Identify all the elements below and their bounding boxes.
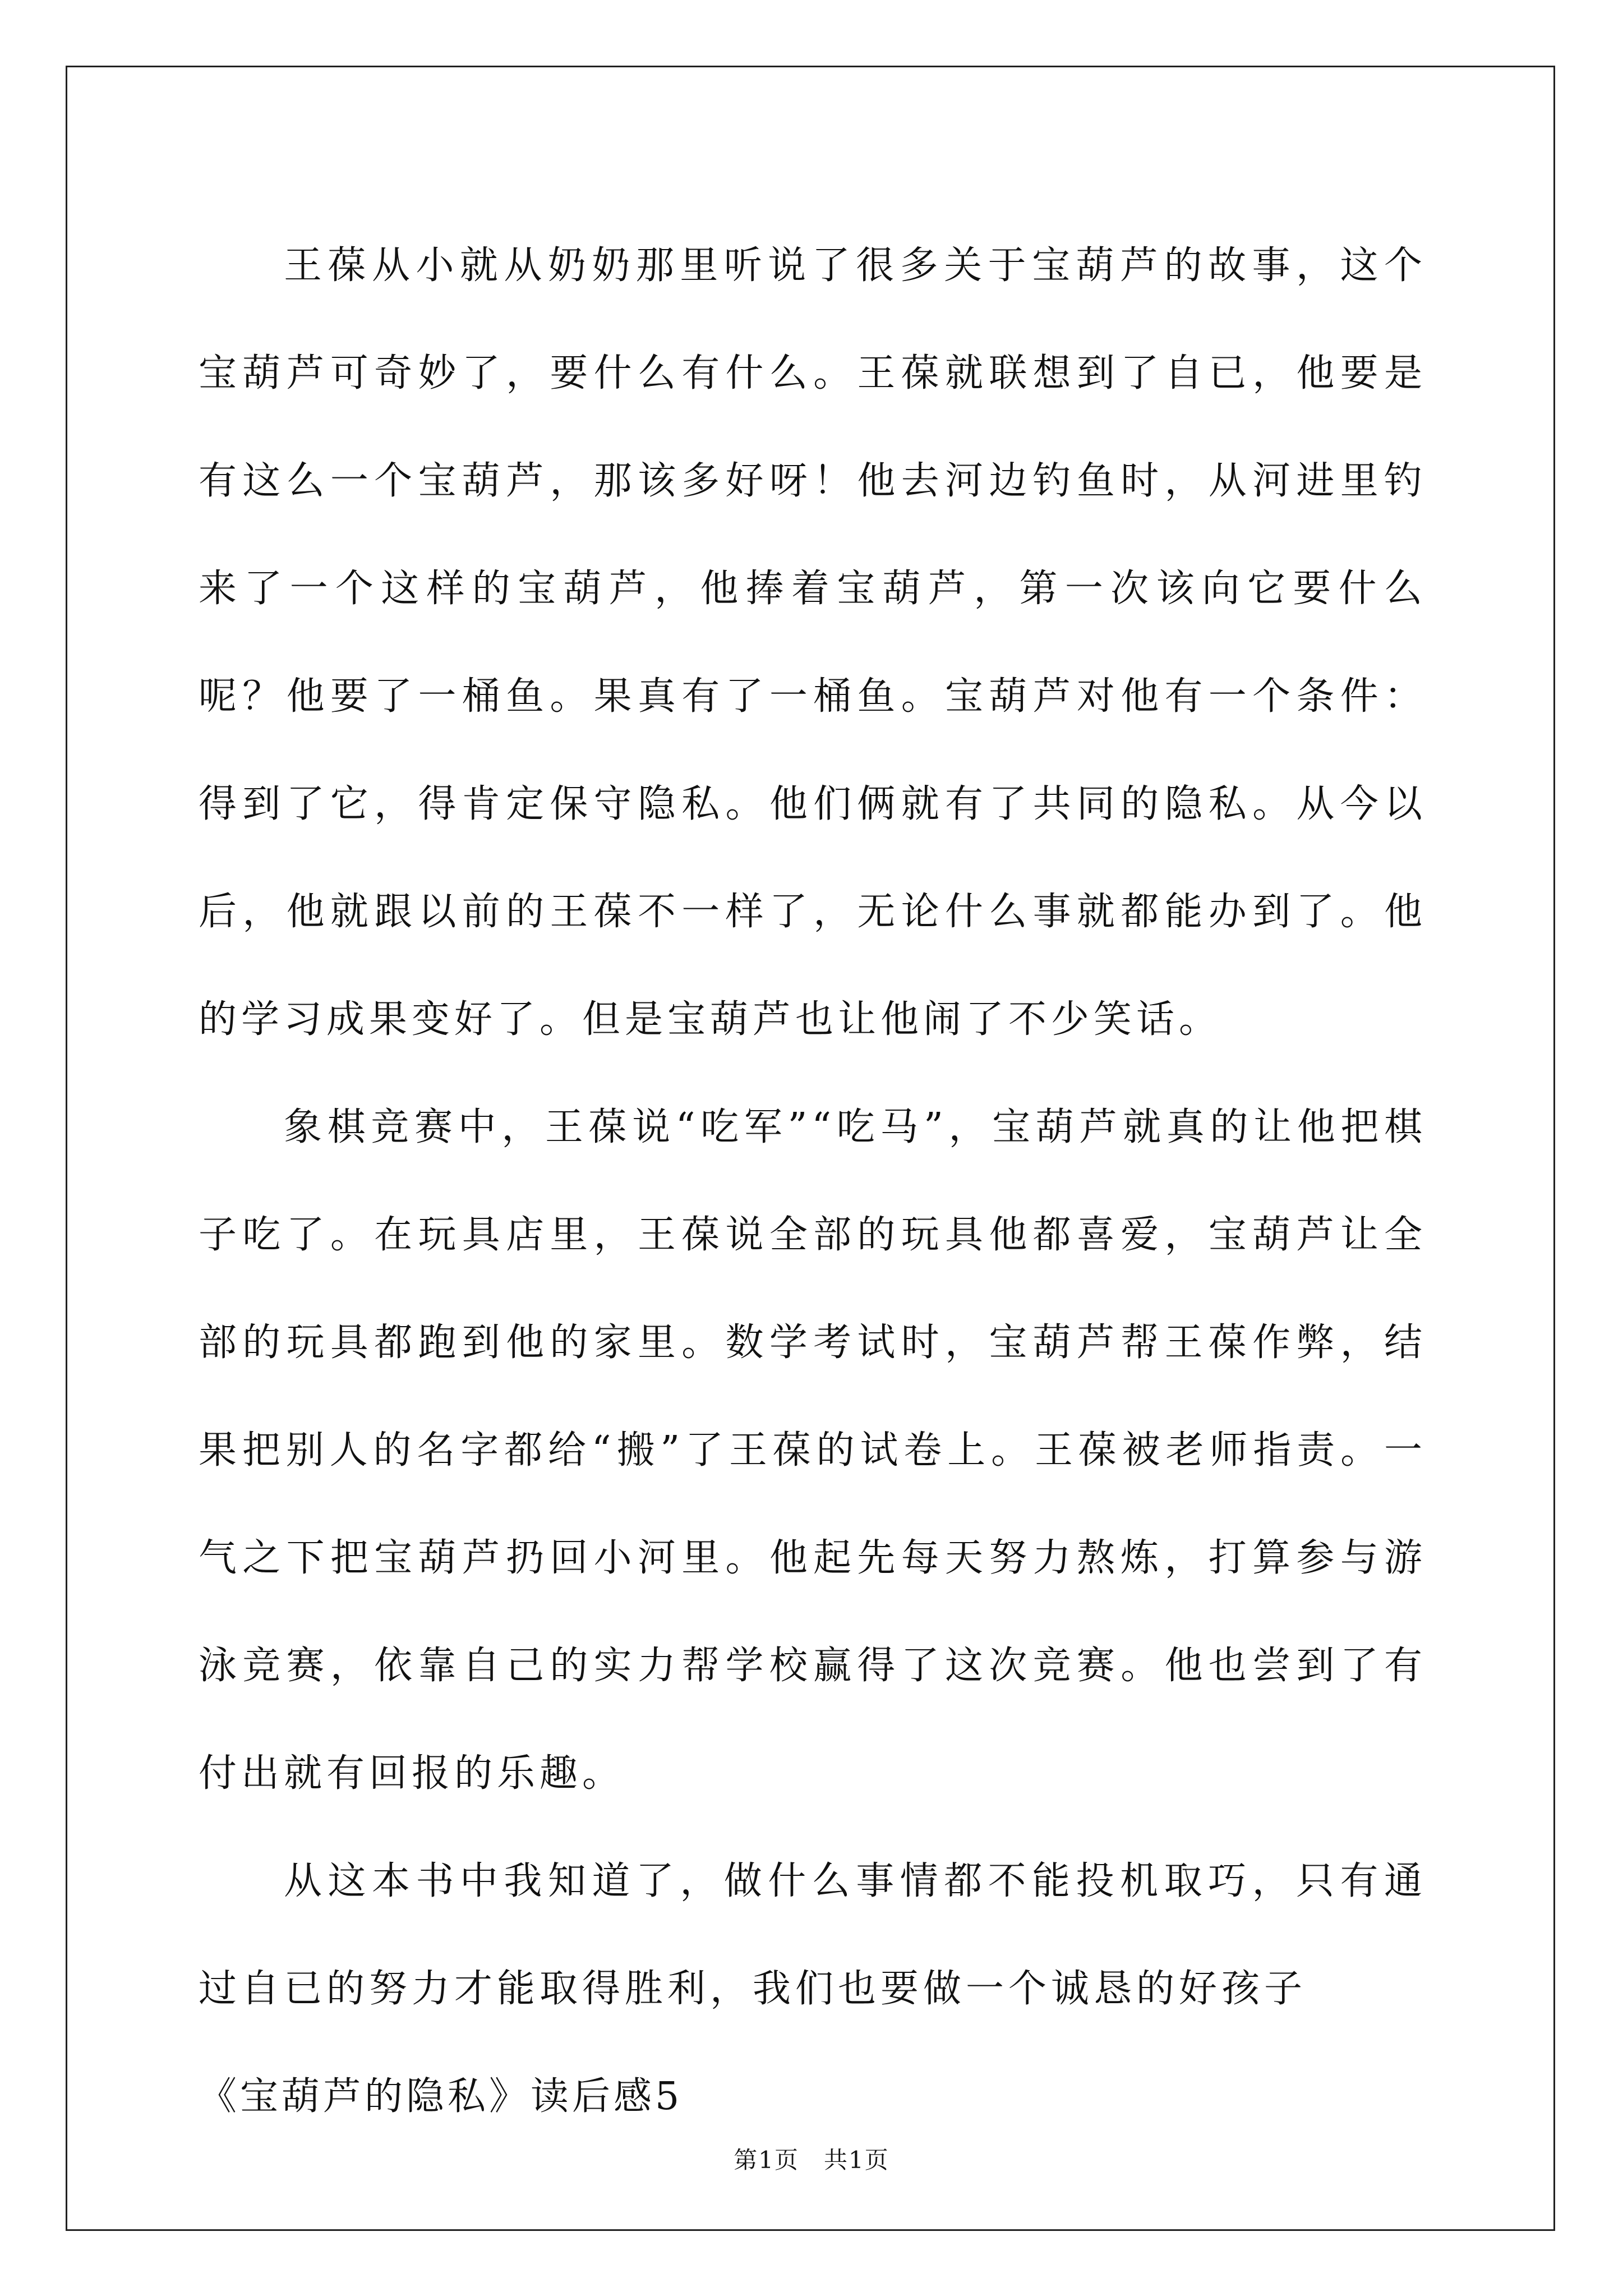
page-footer: 第1页 共1页 (734, 2146, 889, 2174)
document-body (199, 212, 1427, 2151)
paragraph-3: 从这本书中我知道了，做什么事情都不能投机取巧，只有通过自已的努力才能取得胜利，我们也要做一个诚恳的好孩子 (199, 1859, 1427, 2011)
paragraph-2: 象棋竞赛中，王葆说“吃军”“吃马”，宝葫芦就真的让他把棋子吃了。在玩具店里，王葆说全部的玩具他都喜爱，宝葫芦让全部的玩具都跑到他的家里。数学考试时，宝葫芦帮王葆作弊，结果把别人的名字都给“搬”了王葆的试卷上。王葆被老师指责。一气之下把宝葫芦扔回小河里。他起先每天努力熬炼，打算参与游泳竞赛，依靠自己的实力帮学校赢得了这次竞赛。他也尝到了有付出就有回报的乐趣。 (199, 1105, 1427, 1796)
paragraph-1: 王葆从小就从奶奶那里听说了很多关于宝葫芦的故事，这个宝葫芦可奇妙了，要什么有什么。王葆就联想到了自已，他要是有这么一个宝葫芦，那该多好呀！他去河边钓鱼时，从河进里钓来了一个这样的宝葫芦，他捧着宝葫芦，第一次该向它要什么呢？他要了一桶鱼。果真有了一桶鱼。宝葫芦对他有一个条件：得到了它，得肯定保守隐私。他们俩就有了共同的隐私。从今以后，他就跟以前的王葆不一样了，无论什么事就都能办到了。他的学习成果变好了。但是宝葫芦也让他闹了不少笑话。 (199, 243, 1427, 1042)
section-heading: 《宝葫芦的隐私》读后感5 (199, 2074, 683, 2119)
